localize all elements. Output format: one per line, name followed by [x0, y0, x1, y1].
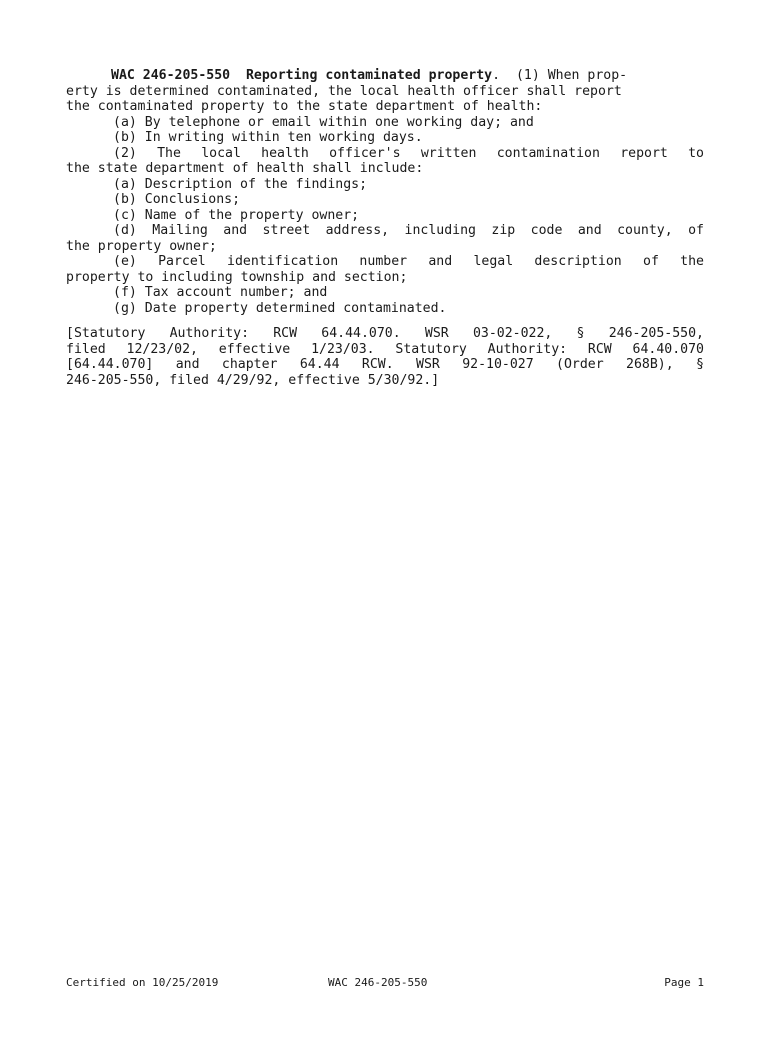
history-line: filed 12/23/02, effective 1/23/03. Statutory Authority: RCW 64.40.070 — [66, 341, 704, 357]
list-item: (b) Conclusions; — [113, 192, 241, 207]
section-title: Reporting contaminated property — [245, 68, 493, 83]
document-body — [66, 68, 704, 388]
list-item: (c) Name of the property owner; — [113, 207, 360, 223]
footer-page-number: Page 1 — [664, 976, 704, 989]
list-item: (f) Tax account number; and — [113, 285, 328, 300]
history-line: 246-205-550, filed 4/29/92, effective 5/30/92.] — [66, 372, 440, 388]
list-item: (a) By telephone or email within one working day; and — [113, 114, 534, 130]
paragraph-2-second-line: the state department of health shall include: — [66, 161, 424, 176]
paragraph-2-first-line: (2) The local health officer's written contamination report to — [113, 145, 704, 161]
history-line: [64.44.070] and chapter 64.44 RCW. WSR 92-10-027 (Order 268B), § — [66, 357, 704, 372]
footer-section: WAC 246-205-550 — [328, 976, 428, 989]
list-item-e-first: (e) Parcel identification number and legal description of the — [113, 254, 704, 269]
list-item: (g) Date property determined contaminated. — [113, 300, 447, 316]
list-item-d-second: the property owner; — [66, 238, 217, 254]
heading-period: . — [492, 68, 501, 83]
list-item: (a) Description of the findings; — [113, 176, 368, 192]
section-heading-line — [66, 68, 704, 84]
footer-certified: Certified on 10/25/2019 — [66, 976, 219, 989]
page-footer — [66, 976, 704, 1046]
list-item-e-second: property to including township and section; — [66, 269, 408, 285]
history-line: [Statutory Authority: RCW 64.44.070. WSR 03-02-022, § 246-205-550, — [66, 326, 704, 341]
body-line: the contaminated property to the state department of health: — [66, 99, 543, 114]
paragraph-gap — [66, 316, 704, 326]
list-item-d-first: (d) Mailing and street address, including zip code and county, of — [113, 223, 704, 238]
section-number: WAC 246-205-550 — [111, 68, 231, 83]
list-item: (b) In writing within ten working days. — [113, 130, 423, 145]
body-line: erty is determined contaminated, the local health officer shall report — [66, 83, 622, 99]
intro-start: (1) When prop- — [515, 68, 628, 83]
